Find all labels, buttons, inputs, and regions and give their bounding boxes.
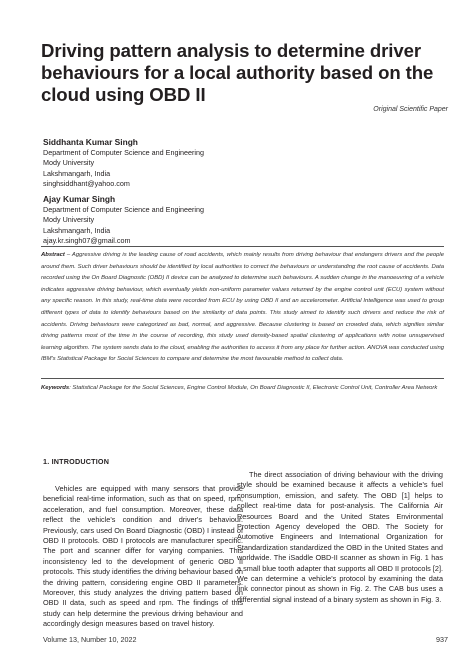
abstract-label: Abstract — [41, 252, 65, 258]
footer-volume: Volume 13, Number 10, 2022 — [43, 635, 137, 644]
keywords — [41, 383, 444, 395]
author-name: Ajay Kumar Singh — [43, 194, 116, 204]
author-location: Lakshmangarh, India — [43, 168, 111, 178]
author-department: Department of Computer Science and Engineering — [43, 205, 205, 214]
paper-title: Driving pattern analysis to determine driver behaviours for a local authority based on the cloud using OBD II — [41, 40, 434, 105]
author-email: ajay.kr.singh07@gmail.com — [43, 236, 131, 246]
divider — [41, 246, 444, 247]
abstract — [41, 250, 444, 366]
author-location: Lakshmangarh, India — [43, 225, 111, 235]
author-university: Mody University — [43, 215, 95, 225]
abstract-text: – Aggressive driving is the leading cause of road accidents, which mainly results from driving behaviour that endangers drivers and the people around them. Such driver behaviours should be identified by local authorities to correct the behaviours or understanding the root cause of accidents. Data recorded using the On Board Diagnostic (OBD) II device can be analyzed to determine such behaviours. A sudden change in the manoeuvring of a vehicle indicates aggressive driving behaviour, which eventually yields non-uniform parameter values returned by the engine control unit (ECU) system without any specific reason. In this study, real-time data were recorded from ECU by using OBD II and an accelerometer. Artificial Intelligence was used to group different types of data to identify behaviours based on the similarity of data points. This study aimed to identify such drivers and reduce the risk of accidents. Driving behaviours were categorized as bad, normal, and aggressive. Because clustering is based on crowded data, which signifies similar driving patterns most of the time in the course of recording, this study used density-based spatial clustering of applications with noise unsupervised learning algorithm. The system sends data to the cloud, enabling the authorities to access it from any place for further action. ANOVA was conducted using IBM's Statistical Package for Social Sciences to compare and determine the most favourable method to collect data. — [41, 252, 444, 363]
body-column-right — [237, 470, 443, 605]
body-column-left — [43, 484, 243, 630]
author-block — [43, 136, 204, 190]
divider — [41, 378, 444, 379]
page-number: 937 — [436, 635, 448, 644]
keywords-label: Keywords — [41, 385, 70, 391]
body-paragraph: Vehicles are equipped with many sensors that provide beneficial real-time information, such as that on speed, rpm, acceleration, and fuel consumption. Moreover, these data reflect the vehicle's condition and driver's behaviour. Previously, cars used On Board Diagnostic (OBD) I instead of OBD II protocols. OBD I protocols are manufacturer specific. The port and scanner differ for varying companies. This inconsistency led to the development of generic OBD II protocols. This study identifies the driving behaviour based on the driving pattern, considering engine OBD II parameters. Moreover, this study analyzes the driving pattern based on OBD II data, such as speed and rpm. The findings of this study can help determine the previous driving behaviour and accordingly design measures based on travel history. — [43, 484, 243, 629]
section-heading: 1. INTRODUCTION — [43, 457, 110, 466]
author-block — [43, 193, 204, 247]
author-name: Siddhanta Kumar Singh — [43, 137, 138, 147]
keywords-text: : Statistical Package for the Social Sciences, Engine Control Module, On Board Diagnostic II, Electronic Control Unit, Controller Area Network — [69, 385, 438, 391]
author-university: Mody University — [43, 158, 95, 168]
author-email: singhsiddhant@yahoo.com — [43, 179, 130, 189]
author-department: Department of Computer Science and Engineering — [43, 148, 205, 157]
article-type: Original Scientific Paper — [373, 106, 448, 113]
body-paragraph: The direct association of driving behaviour with the driving style should be examined because it affects a vehicle's fuel consumption, emission, and safety. The OBD [1] helps to collect real-time data for post-analysis. The California Air Resources Board and the United States Environmental Protection Agency developed the OBD. The Society for Automotive Engineers and International Organization for Standardization standardized the OBD in the United States and worldwide. The iSaddle OBD-II scanner as shown in Fig. 1 has a small blue tooth adapter that supports all OBD II protocols [2]. We can determine a vehicle's protocol by examining the data link connector pinout as shown in Fig. 2. The CAB bus uses a differential signal instead of a binary system as shown in Fig. 3. — [237, 470, 443, 604]
